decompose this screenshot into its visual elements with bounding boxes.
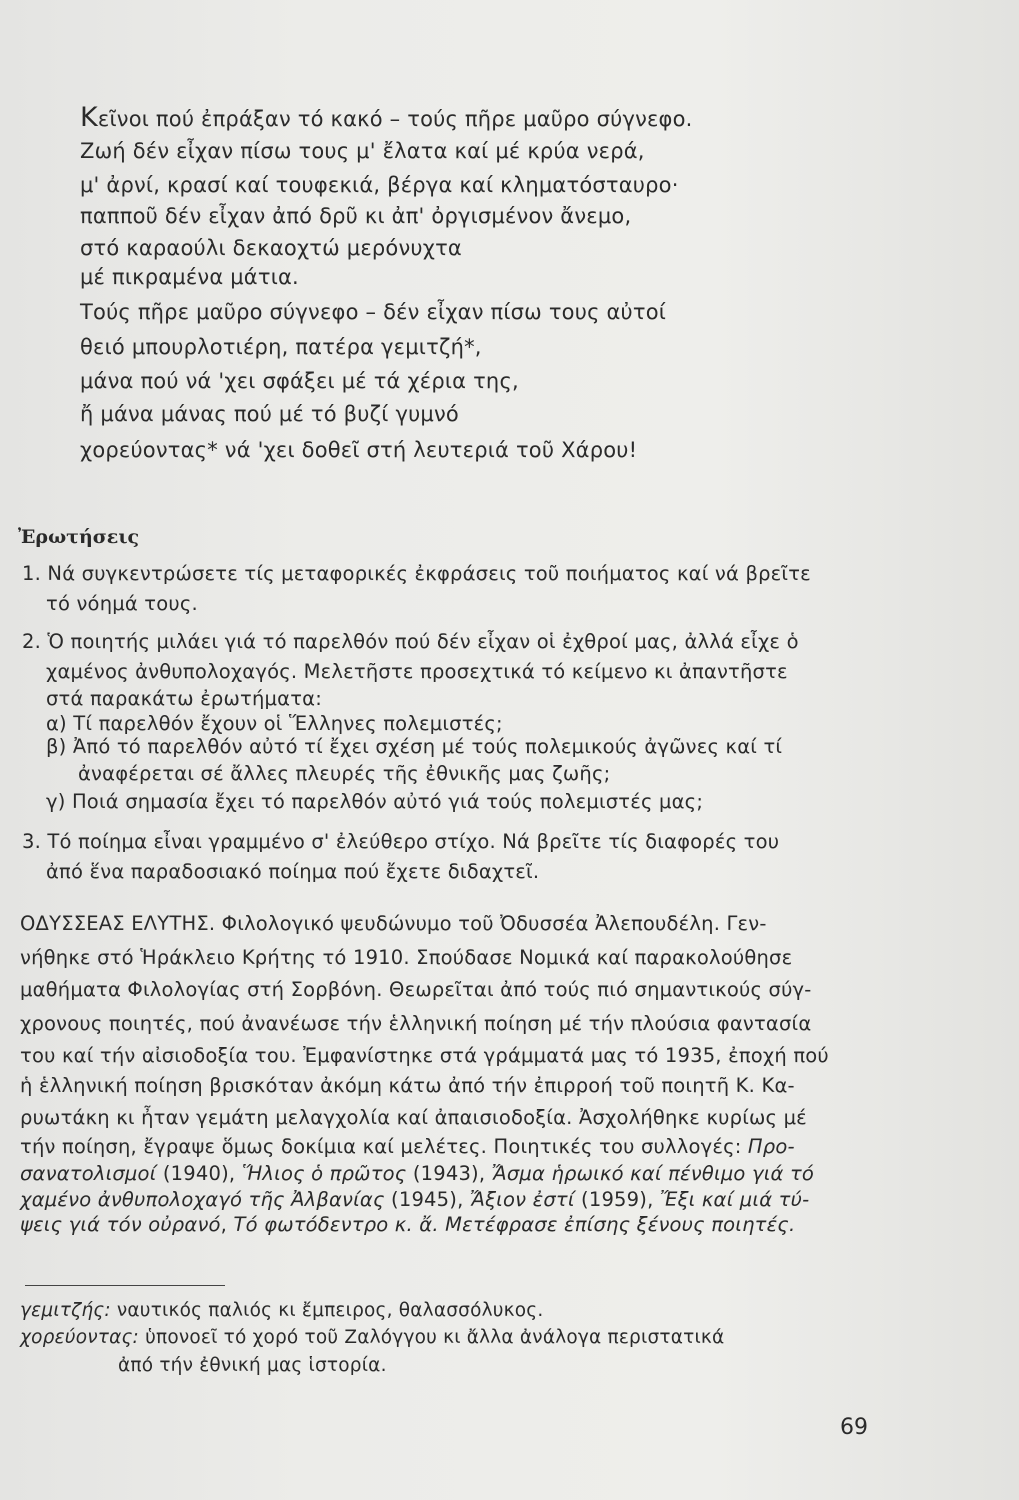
- footnote-def-choreuontas: ὑπονοεῖ τό χορό τοῦ Ζαλόγγου κι ἄλλα ἀνάλογα περιστατικά: [139, 1327, 725, 1348]
- poem-line-5: στό καραούλι δεκαοχτώ μερόνυχτα: [80, 236, 462, 260]
- footnote-choreuontas: [20, 1327, 724, 1348]
- bio-line-2: νήθηκε στό Ἡράκλειο Κρήτης τό 1910. Σπούδασε Νομικά καί παρακολούθησε: [20, 946, 793, 969]
- bio-line-5: του καί τήν αἰσιοδοξία του. Ἐμφανίστηκε στά γράμματά μας τό 1935, ἐποχή πού: [20, 1044, 829, 1067]
- poem-line-10: ἤ μάνα μάνας πού μέ τό βυζί γυμνό: [80, 402, 459, 426]
- bio-line-8: [20, 1135, 795, 1158]
- footnote-term-choreuontas: χορεύοντας:: [20, 1327, 139, 1348]
- poem-line-9: μάνα πού νά 'χει σφάξει μέ τά χέρια της,: [80, 369, 519, 393]
- question-2b: β) Ἀπό τό παρελθόν αὐτό τί ἔχει σχέση μέ τούς πολεμικούς ἀγῶνες καί τί: [46, 735, 783, 758]
- bio-translations: Μετέφρασε ἐπίσης ξένους ποιητές.: [445, 1213, 796, 1236]
- collection-title-ilios: Ἥλιος ὁ πρῶτος: [241, 1162, 407, 1185]
- collection-title-exi-cont: ψεις γιά τόν οὐρανό: [20, 1213, 221, 1236]
- poem-line-7: Τούς πῆρε μαῦρο σύγνεφο – δέν εἶχαν πίσω τους αὐτοί: [80, 300, 667, 324]
- question-2b-cont: ἀναφέρεται σέ ἄλλες πλευρές τῆς ἐθνικῆς μας ζωῆς;: [78, 762, 611, 785]
- collection-title-part: Προ-: [747, 1135, 795, 1158]
- footnote-gemitzis: [20, 1300, 543, 1321]
- drop-cap: Κ: [80, 102, 98, 133]
- poem-line-1: [80, 102, 693, 133]
- collection-title-asma-cont: χαμένο ἀνθυπολοχαγό τῆς Ἀλβανίας: [20, 1188, 385, 1211]
- question-1: 1. Νά συγκεντρώσετε τίς μεταφορικές ἐκφράσεις τοῦ ποιήματος καί νά βρεῖτε: [22, 562, 811, 585]
- page-number: 69: [840, 1415, 868, 1440]
- collection-title-asma: Ἄσμα ἡρωικό καί πένθιμο γιά τό: [491, 1162, 815, 1185]
- question-2c: γ) Ποιά σημασία ἔχει τό παρελθόν αὐτό γιά τούς πολεμιστές μας;: [46, 790, 704, 813]
- bio-line-9: [20, 1162, 814, 1185]
- collection-title-exi: Ἔξι καί μιά τύ-: [659, 1188, 810, 1211]
- collection-title-axion-esti: Ἄξιον ἐστί: [469, 1188, 575, 1211]
- poem-line-4: παπποῦ δέν εἶχαν ἀπό δρῦ κι ἀπ' ὀργισμένον ἄνεμο,: [80, 204, 632, 228]
- question-1-cont: τό νόημά τους.: [46, 592, 198, 615]
- questions-heading: Ἐρωτήσεις: [18, 526, 140, 548]
- bio-line-8-text: τήν ποίηση, ἔγραψε ὅμως δοκίμια καί μελέτες. Ποιητικές του συλλογές:: [20, 1135, 748, 1158]
- footnote-term-gemitzis: γεμιτζής:: [20, 1300, 111, 1321]
- bio-year-1940: (1940),: [156, 1162, 242, 1185]
- bio-line-3: μαθήματα Φιλολογίας στή Σορβόνη. Θεωρεῖται ἀπό τούς πιό σημαντικούς σύγ-: [20, 978, 812, 1001]
- question-3-cont: ἀπό ἕνα παραδοσιακό ποίημα πού ἔχετε διδαχτεῖ.: [46, 860, 540, 883]
- question-3: 3. Τό ποίημα εἶναι γραμμένο σ' ἐλεύθερο στίχο. Νά βρεῖτε τίς διαφορές του: [22, 830, 780, 853]
- poem-line-3: μ' ἀρνί, κρασί καί τουφεκιά, βέργα καί κληματόσταυρο·: [80, 173, 679, 197]
- poem-line-11: χορεύοντας* νά 'χει δοθεῖ στή λευτεριά τοῦ Χάρου!: [80, 438, 638, 462]
- poem-line-2: Ζωή δέν εἶχαν πίσω τους μ' ἔλατα καί μέ κρύα νερά,: [80, 139, 645, 163]
- footnote-choreuontas-cont: ἀπό τήν ἐθνική μας ἱστορία.: [118, 1355, 387, 1376]
- bio-line-4: χρονους ποιητές, πού ἀνανέωσε τήν ἑλληνική ποίηση μέ τήν πλούσια φαντασία: [20, 1012, 812, 1035]
- bio-separator: ,: [220, 1213, 234, 1236]
- collection-title-prosanatolismoi: σανατολισμοί: [20, 1162, 157, 1185]
- footnote-def-gemitzis: ναυτικός παλιός κι ἔμπειρος, θαλασσόλυκος.: [110, 1300, 544, 1321]
- question-2-cont-1: χαμένος ἀνθυπολοχαγός. Μελετῆστε προσεχτικά τό κείμενο κι ἀπαντῆστε: [46, 660, 788, 683]
- bio-line-1: ΟΔΥΣΣΕΑΣ ΕΛΥΤΗΣ. Φιλολογικό ψευδώνυμο τοῦ Ὀδυσσέα Ἀλεπουδέλη. Γεν-: [20, 912, 767, 935]
- bio-year-1959: (1959),: [574, 1188, 660, 1211]
- bio-line-11: [20, 1213, 795, 1236]
- poem-line-1-text: εῖνοι πού ἐπράξαν τό κακό – τούς πῆρε μαῦρο σύγνεφο.: [97, 107, 693, 131]
- poem-line-8: θειό μπουρλοτιέρη, πατέρα γεμιτζή*,: [80, 335, 482, 359]
- poem-line-6: μέ πικραμένα μάτια.: [80, 265, 299, 289]
- bio-line-7: ρυωτάκη κι ἦταν γεμάτη μελαγχολία καί ἀπαισιοδοξία. Ἀσχολήθηκε κυρίως μέ: [20, 1106, 807, 1129]
- bio-line-6: ἡ ἑλληνική ποίηση βρισκόταν ἀκόμη κάτω ἀπό τήν ἐπιρροή τοῦ ποιητῆ Κ. Κα-: [20, 1074, 795, 1097]
- question-2-cont-2: στά παρακάτω ἐρωτήματα:: [46, 687, 322, 710]
- bio-year-1945: (1945),: [384, 1188, 470, 1211]
- question-2a: α) Τί παρελθόν ἔχουν οἱ Ἕλληνες πολεμιστές;: [46, 712, 503, 735]
- bio-year-1943: (1943),: [406, 1162, 492, 1185]
- question-2: 2. Ὁ ποιητής μιλάει γιά τό παρελθόν πού δέν εἶχαν οἱ ἐχθροί μας, ἀλλά εἶχε ὁ: [22, 630, 799, 653]
- collection-title-fotodentro: Τό φωτόδεντρο κ. ἄ.: [233, 1213, 439, 1236]
- footnote-divider: [25, 1285, 225, 1286]
- bio-line-10: [20, 1188, 809, 1211]
